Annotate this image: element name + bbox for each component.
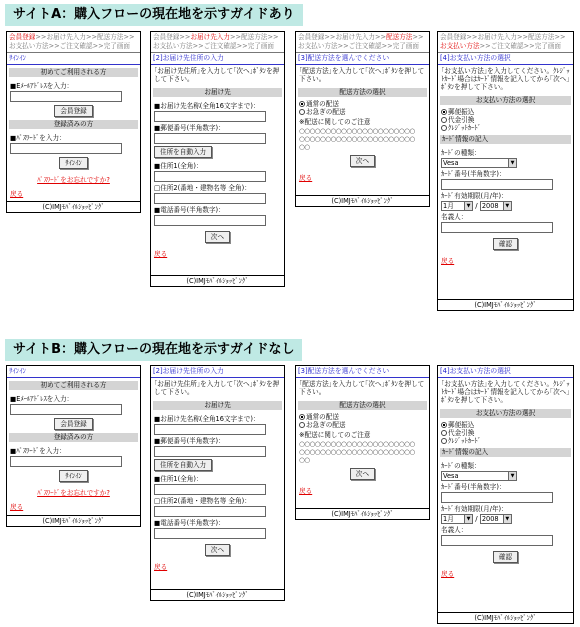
select-value: 2008 [481,515,499,523]
page-title: [3]配送方法を選んでください [296,53,429,65]
name-field[interactable] [154,424,266,435]
option-label: ｸﾚｼﾞｯﾄｶｰﾄﾞ [448,124,481,132]
shipping-option-normal[interactable] [296,413,429,421]
email-field[interactable] [10,404,122,415]
select-value: Vesa [443,472,459,480]
guide-step: 配送方法 [97,33,124,41]
note-text: ○○○○○○○○○○○○○○○○○○○○○○ [299,440,415,448]
option-label: お急ぎの配送 [306,421,346,429]
guide-step: 会員登録 [298,33,325,41]
guide-step: 配送方法 [528,33,555,41]
guide-step: お届け先入力 [46,33,86,41]
guide-step: 完了画面 [247,42,275,50]
confirm-button[interactable]: 確認 [493,238,518,250]
expiry-separator: / [475,202,478,210]
section-header: お届け先 [153,88,282,97]
chevron-down-icon: ▼ [508,472,516,480]
payment-option-cod[interactable] [438,429,573,437]
member-header: 登録済みの方 [9,433,138,442]
next-button[interactable]: 次へ [205,544,230,556]
guide-sep: >> [123,33,135,41]
select-value: 1月 [443,202,454,210]
member-header: 登録済みの方 [9,120,138,129]
site-b-address-screen [150,365,285,601]
guide-sep: >> [230,33,242,41]
footer: (C)IMJﾓﾊﾞｲﾙｼｮｯﾋﾟﾝｸﾞ [296,508,429,519]
address1-label: ■住所1(全角)： [154,475,203,483]
flow-guide [438,32,573,53]
chevron-down-icon: ▼ [464,515,472,523]
radio-unchecked-icon [441,430,447,436]
option-label: 代金引換 [448,116,475,124]
radio-unchecked-icon [441,438,447,444]
card-holder-label: 名義人： [441,526,468,534]
zip-field[interactable] [154,446,266,457]
signin-button[interactable]: ｻｲﾝｲﾝ [59,470,87,482]
section-header: お支払い方法の選択 [440,96,571,105]
guide-step: 配送方法 [241,33,268,41]
shipping-note: ※配送に関してのご注意 [299,118,371,126]
radio-unchecked-icon [299,109,305,115]
email-label: ■Eﾒｰﾙｱﾄﾞﾚｽを入力： [10,82,74,90]
site-b-login-screen [6,365,141,527]
back-link[interactable]: 戻る [154,563,168,571]
footer: (C)IMJﾓﾊﾞｲﾙｼｮｯﾋﾟﾝｸﾞ [296,195,429,206]
instructions: ｢お届け先住所｣を入力して｢次へ｣ﾎﾞﾀﾝを押して下さい。 [154,67,280,83]
guide-step: お支払い方法 [153,42,193,50]
instructions: ｢お届け先住所｣を入力して｢次へ｣ﾎﾞﾀﾝを押して下さい。 [154,380,280,396]
radio-unchecked-icon [441,125,447,131]
zip-field[interactable] [154,133,266,144]
guide-step: ご注文確認 [203,42,237,50]
guide-sep: >> [375,33,387,41]
guide-sep: >> [236,42,248,50]
payment-option-card[interactable] [438,124,573,132]
site-b-title: サイトB：購入フローの現在地を示すガイドなし [5,339,302,361]
note-text: ○○ [299,143,310,151]
expiry-year-select[interactable] [480,514,512,524]
note-text: ○○○○○○○○○○○○○○○○○○○○○○ [299,135,415,143]
password-label: ■ﾊﾟｽﾜｰﾄﾞを入力： [10,134,66,142]
footer: (C)IMJﾓﾊﾞｲﾙｼｮｯﾋﾟﾝｸﾞ [438,299,573,310]
card-expiry-label: ｶｰﾄﾞ有効期限(月/年)： [441,505,508,513]
radio-checked-icon [299,101,305,107]
chevron-down-icon: ▼ [464,202,472,210]
guide-sep: >> [381,42,393,50]
chevron-down-icon: ▼ [503,202,511,210]
payment-option-postal[interactable] [438,108,573,116]
section-header: 配送方法の選択 [298,88,427,97]
section-header: お届け先 [153,401,282,410]
footer: (C)IMJﾓﾊﾞｲﾙｼｮｯﾋﾟﾝｸﾞ [7,515,140,526]
footer: (C)IMJﾓﾊﾞｲﾙｼｮｯﾋﾟﾝｸﾞ [438,612,573,623]
page-title: [2]お届け先住所の入力 [151,366,284,378]
expiry-year-select[interactable] [480,201,512,211]
guide-sep: >> [479,42,491,50]
first-time-header: 初めてご利用される方 [9,381,138,390]
guide-sep: >> [517,33,529,41]
instructions: ｢お支払い方法｣を入力してください。ｸﾚｼﾞｯﾄｶｰﾄﾞ場合はｶｰﾄﾞ情報を記入してから｢次へ｣ﾎﾞﾀﾝを押して下さい。 [441,380,570,404]
forgot-password-link[interactable]: ﾊﾟｽﾜｰﾄﾞをお忘れですか? [37,489,110,497]
back-link[interactable]: 戻る [10,503,24,511]
guide-step-current: 配送方法 [386,33,413,41]
back-link[interactable]: 戻る [299,487,313,495]
address1-label: ■住所1(全角)： [154,162,203,170]
guide-step: お支払い方法 [298,42,338,50]
site-a-title: サイトA：購入フローの現在地を示すガイドあり [5,4,303,26]
email-label: ■Eﾒｰﾙｱﾄﾞﾚｽを入力： [10,395,74,403]
back-link[interactable]: 戻る [10,190,24,198]
site-b-shipping-screen [295,365,430,520]
address2-field[interactable] [154,193,266,204]
tel-field[interactable] [154,528,266,539]
section-header: お支払い方法の選択 [440,409,571,418]
site-a-address-screen [150,31,285,287]
option-label: 通常の配送 [306,100,339,108]
card-holder-field[interactable] [441,535,553,546]
auto-address-button[interactable]: 住所を自動入力 [154,146,212,158]
guide-step: 会員登録 [153,33,180,41]
guide-sep: >> [86,33,98,41]
zip-label: ■郵便番号(半角数字)： [154,437,225,445]
next-button[interactable]: 次へ [350,155,375,167]
flow-guide [7,32,140,53]
radio-unchecked-icon [299,422,305,428]
select-value: Vesa [443,159,459,167]
expiry-month-select[interactable] [441,201,473,211]
guide-sep: >> [48,42,60,50]
guide-sep: >> [92,42,104,50]
password-label: ■ﾊﾟｽﾜｰﾄﾞを入力： [10,447,66,455]
payment-option-cod[interactable] [438,116,573,124]
radio-checked-icon [299,414,305,420]
next-button[interactable]: 次へ [350,468,375,480]
next-button[interactable]: 次へ [205,231,230,243]
register-button[interactable]: 会員登録 [54,105,92,117]
option-label: 郵便振込 [448,108,475,116]
guide-step: 完了画面 [103,42,131,50]
option-label: 代金引換 [448,429,475,437]
footer: (C)IMJﾓﾊﾞｲﾙｼｮｯﾋﾟﾝｸﾞ [151,275,284,286]
guide-step-current: 会員登録 [9,33,36,41]
card-number-label: ｶｰﾄﾞ番号(半角数字)： [441,170,506,178]
page-title: [4]お支払い方法の選択 [438,53,573,65]
guide-sep: >> [192,42,204,50]
card-type-label: ｶｰﾄﾞの種類： [441,462,481,470]
footer: (C)IMJﾓﾊﾞｲﾙｼｮｯﾋﾟﾝｸﾞ [151,589,284,600]
guide-sep: >> [267,33,279,41]
site-b-payment-screen [437,365,574,624]
first-time-header: 初めてご利用される方 [9,68,138,77]
chevron-down-icon: ▼ [508,159,516,167]
page-title: ｻｲﾝｲﾝ [7,366,140,378]
guide-sep: >> [35,33,47,41]
instructions: ｢配送方法｣を入力して｢次へ｣ﾎﾞﾀﾝを押して下さい。 [299,67,425,83]
back-link[interactable]: 戻る [154,250,168,258]
option-label: 郵便振込 [448,421,475,429]
address1-field[interactable] [154,171,266,182]
shipping-note: ※配送に関してのご注意 [299,431,371,439]
expiry-separator: / [475,515,478,523]
instructions: ｢配送方法｣を入力して｢次へ｣ﾎﾞﾀﾝを押して下さい。 [299,380,425,396]
site-a-login-screen [6,31,141,213]
select-value: 1月 [443,515,454,523]
payment-option-postal[interactable] [438,421,573,429]
flow-guide [151,32,284,53]
back-link[interactable]: 戻る [299,174,313,182]
card-holder-field[interactable] [441,222,553,233]
card-section-header: ｶｰﾄﾞ情報の記入 [440,135,571,144]
guide-sep: >> [337,42,349,50]
expiry-month-select[interactable] [441,514,473,524]
card-number-field[interactable] [441,179,553,190]
option-label: お急ぎの配送 [306,108,346,116]
password-field[interactable] [10,143,122,154]
auto-address-button[interactable]: 住所を自動入力 [154,459,212,471]
zip-label: ■郵便番号(半角数字)： [154,124,225,132]
chevron-down-icon: ▼ [503,515,511,523]
tel-label: ■電話番号(半角数字)： [154,519,225,527]
flow-guide [296,32,429,53]
shipping-option-express[interactable] [296,421,429,429]
guide-step: 完了画面 [534,42,562,50]
guide-step: 完了画面 [392,42,420,50]
tel-field[interactable] [154,215,266,226]
option-label: ｸﾚｼﾞｯﾄｶｰﾄﾞ [448,437,481,445]
guide-step: ご注文確認 [348,42,382,50]
back-link[interactable]: 戻る [441,257,455,265]
email-field[interactable] [10,91,122,102]
card-number-label: ｶｰﾄﾞ番号(半角数字)： [441,483,506,491]
site-a-shipping-screen [295,31,430,207]
address2-field[interactable] [154,506,266,517]
shipping-option-express[interactable] [296,108,429,116]
card-expiry-label: ｶｰﾄﾞ有効期限(月/年)： [441,192,508,200]
address2-label: □住所2(番地・建物名等 全角)： [154,497,251,505]
select-value: 2008 [481,202,499,210]
guide-sep: >> [466,33,478,41]
signin-button[interactable]: ｻｲﾝｲﾝ [59,157,87,169]
guide-step: ご注文確認 [490,42,524,50]
guide-sep: >> [179,33,191,41]
confirm-button[interactable]: 確認 [493,551,518,563]
guide-step-current: お届け先入力 [190,33,230,41]
address2-label: □住所2(番地・建物名等 全角)： [154,184,251,192]
card-type-select[interactable] [441,471,517,481]
page-title: [2]お届け先住所の入力 [151,53,284,65]
guide-step: 会員登録 [440,33,467,41]
card-section-header: ｶｰﾄﾞ情報の記入 [440,448,571,457]
footer: (C)IMJﾓﾊﾞｲﾙｼｮｯﾋﾟﾝｸﾞ [7,201,140,212]
page-title: [4]お支払い方法の選択 [438,366,573,378]
option-label: 通常の配送 [306,413,339,421]
guide-sep: >> [324,33,336,41]
page-title: [3]配送方法を選んでください [296,366,429,378]
password-field[interactable] [10,456,122,467]
card-number-field[interactable] [441,492,553,503]
guide-step: お支払い方法 [9,42,49,50]
card-type-select[interactable] [441,158,517,168]
back-link[interactable]: 戻る [441,570,455,578]
section-header: 配送方法の選択 [298,401,427,410]
radio-checked-icon [441,422,447,428]
guide-sep: >> [412,33,424,41]
guide-step: お届け先入力 [477,33,517,41]
name-field[interactable] [154,111,266,122]
note-text: ○○ [299,456,310,464]
register-button[interactable]: 会員登録 [54,418,92,430]
guide-step: お届け先入力 [335,33,375,41]
instructions: ｢お支払い方法｣を入力してください。ｸﾚｼﾞｯﾄｶｰﾄﾞ場合はｶｰﾄﾞ情報を記入してから｢次へ｣ﾎﾞﾀﾝを押して下さい。 [441,67,570,91]
note-text: ○○○○○○○○○○○○○○○○○○○○○○ [299,127,415,135]
tel-label: ■電話番号(半角数字)： [154,206,225,214]
shipping-option-normal[interactable] [296,100,429,108]
payment-option-card[interactable] [438,437,573,445]
name-label: ■お届け先名称(全角16文字まで)： [154,415,260,423]
page-title: ｻｲﾝｲﾝ [7,53,140,65]
card-type-label: ｶｰﾄﾞの種類： [441,149,481,157]
address1-field[interactable] [154,484,266,495]
note-text: ○○○○○○○○○○○○○○○○○○○○○○ [299,448,415,456]
guide-sep: >> [523,42,535,50]
guide-step-current: お支払い方法 [440,42,480,50]
radio-unchecked-icon [441,117,447,123]
guide-sep: >> [554,33,566,41]
name-label: ■お届け先名称(全角16文字まで)： [154,102,260,110]
guide-step: ご注文確認 [59,42,93,50]
radio-checked-icon [441,109,447,115]
card-holder-label: 名義人： [441,213,468,221]
forgot-password-link[interactable]: ﾊﾟｽﾜｰﾄﾞをお忘れですか? [37,176,110,184]
site-a-payment-screen [437,31,574,311]
